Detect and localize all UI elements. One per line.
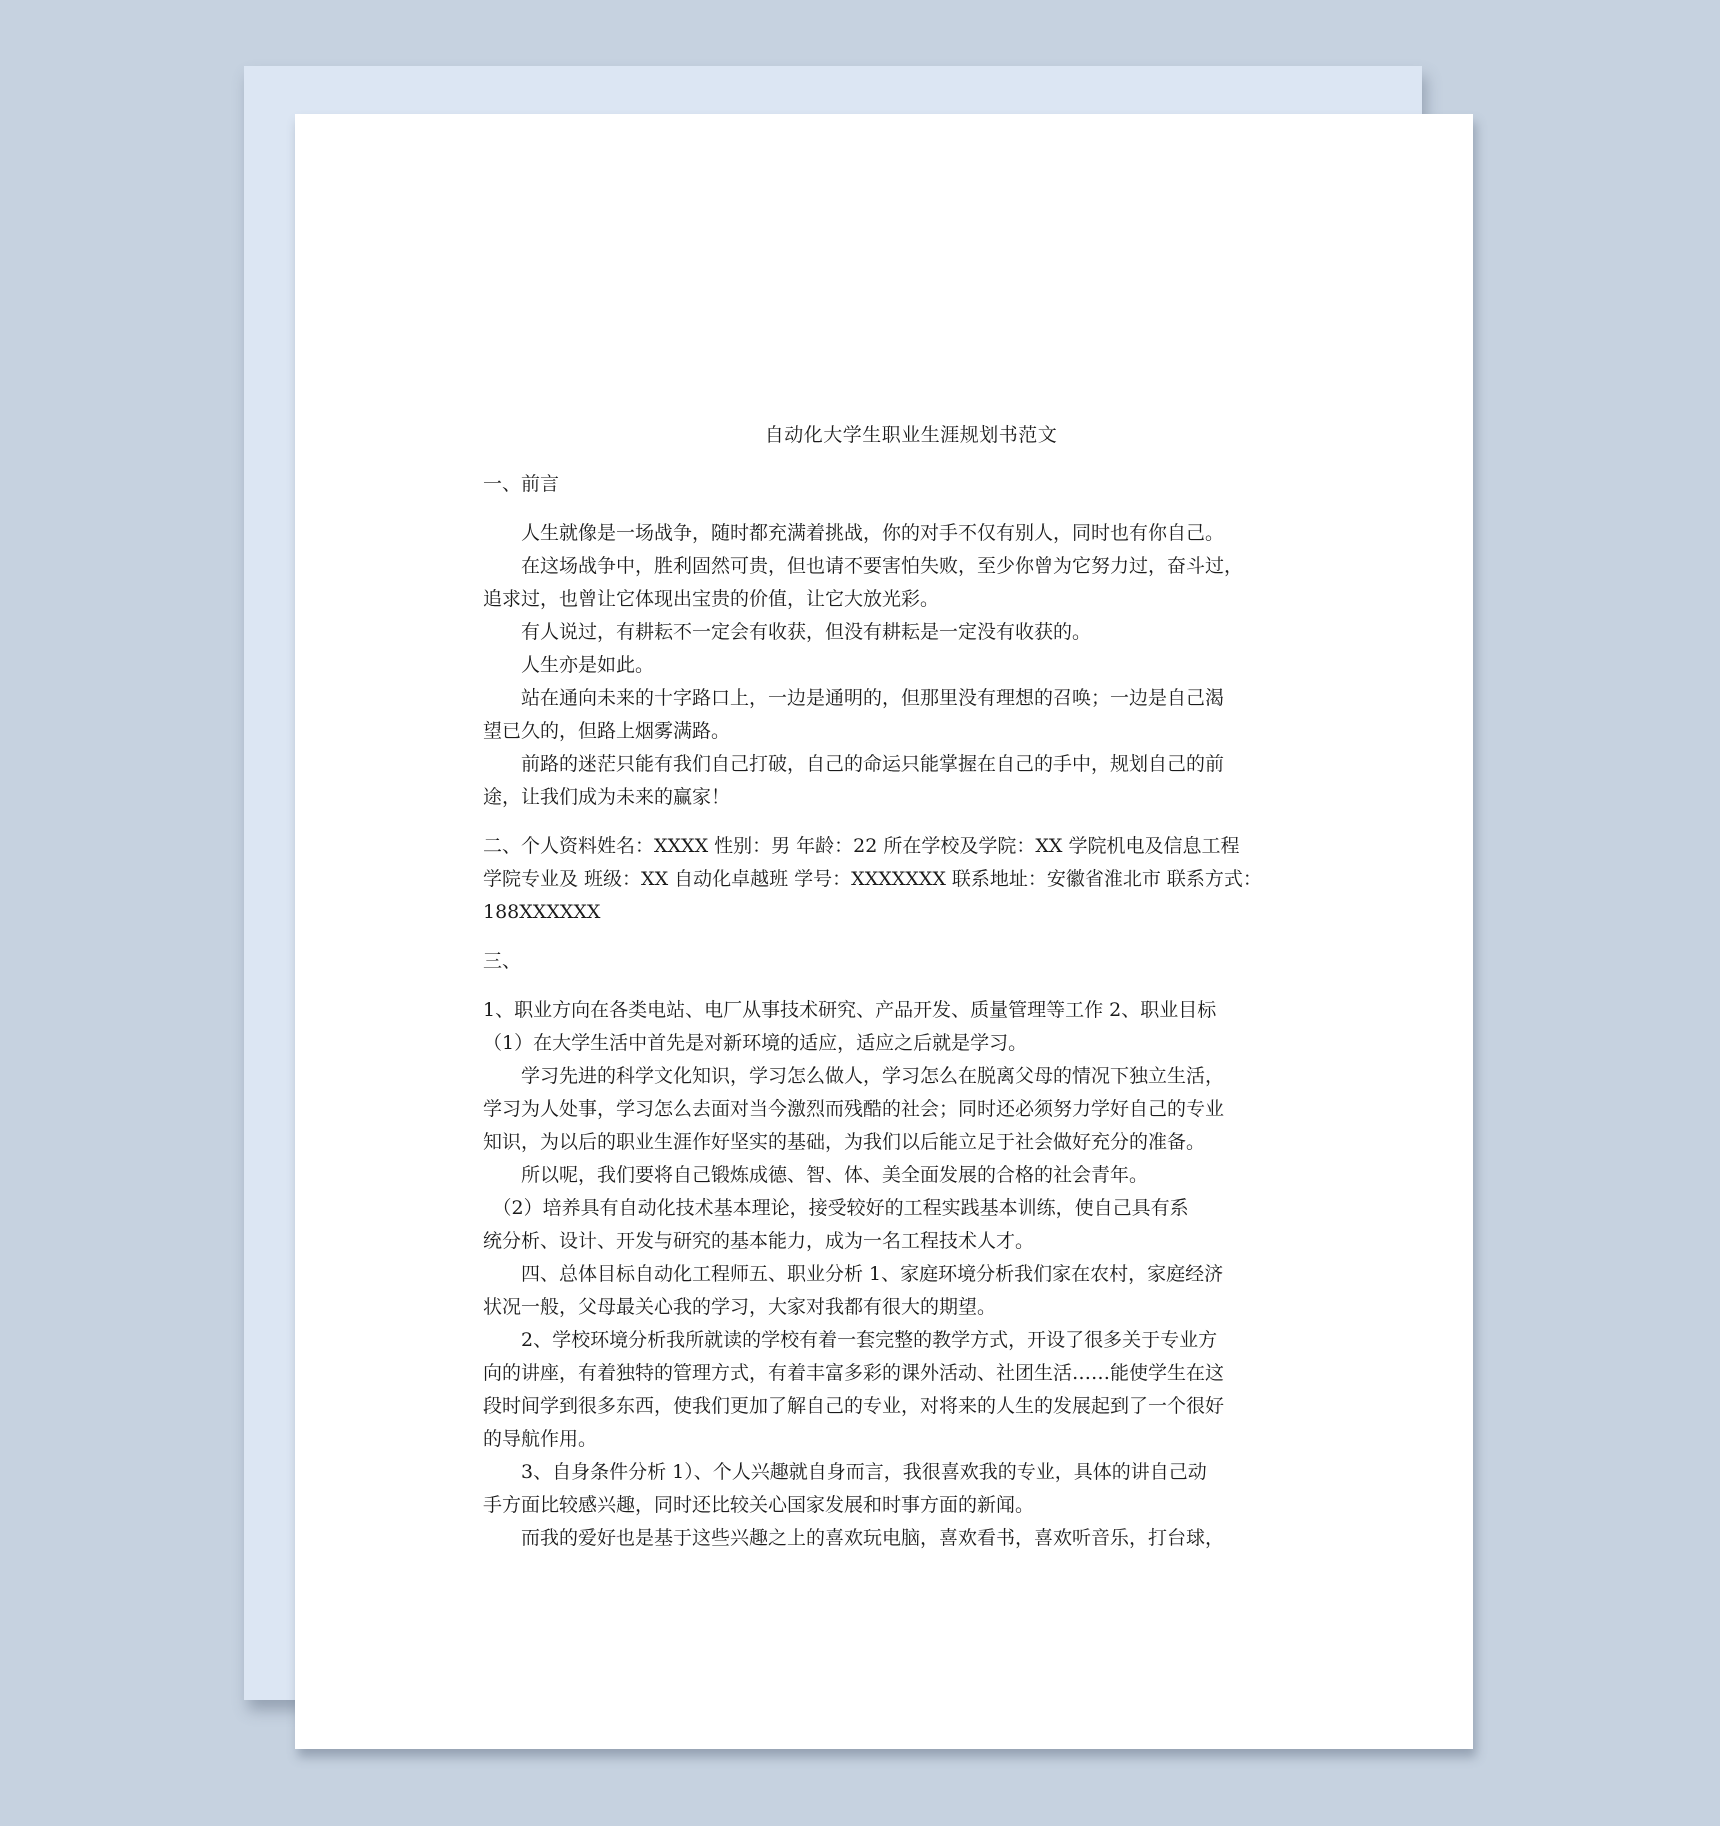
paragraph-line: （2）培养具有自动化技术基本理论，接受较好的工程实践基本训练，使自己具有系 (483, 1197, 1189, 1219)
paragraph-line: 的导航作用。 (483, 1428, 598, 1450)
paragraph-line: 所以呢，我们要将自己锻炼成德、智、体、美全面发展的合格的社会青年。 (483, 1164, 1149, 1186)
paragraph-line: 人生亦是如此。 (483, 654, 655, 676)
paragraph-line: 二、个人资料姓名：XXXX 性别：男 年龄：22 所在学校及学院：XX 学院机电及信息工程 (483, 835, 1240, 857)
paragraph-line: 而我的爱好也是基于这些兴趣之上的喜欢玩电脑，喜欢看书，喜欢听音乐，打台球， (483, 1527, 1225, 1549)
document-content (483, 420, 1339, 1555)
paragraph-line: 追求过，也曾让它体现出宝贵的价值，让它大放光彩。 (483, 588, 940, 610)
paragraph-line: 段时间学到很多东西，使我们更加了解自己的专业，对将来的人生的发展起到了一个很好 (483, 1395, 1225, 1417)
paragraph-line: 知识，为以后的职业生涯作好坚实的基础，为我们以后能立足于社会做好充分的准备。 (483, 1131, 1206, 1153)
paragraph-line: 统分析、设计、开发与研究的基本能力，成为一名工程技术人才。 (483, 1230, 1035, 1252)
section-personal-info (483, 830, 1339, 929)
paragraph-line: 向的讲座，有着独特的管理方式，有着丰富多彩的课外活动、社团生活……能使学生在这 (483, 1362, 1225, 1384)
paragraph-line: 前路的迷茫只能有我们自己打破，自己的命运只能掌握在自己的手中，规划自己的前 (483, 753, 1225, 775)
section-career-body (483, 994, 1339, 1555)
section-preface-body (483, 517, 1339, 814)
paragraph-line: 在这场战争中，胜利固然可贵，但也请不要害怕失败，至少你曾为它努力过，奋斗过， (483, 555, 1244, 577)
spacer (483, 929, 1339, 945)
paragraph-line: （1）在大学生活中首先是对新环境的适应，适应之后就是学习。 (483, 1032, 1028, 1054)
paragraph-line: 有人说过，有耕耘不一定会有收获，但没有耕耘是一定没有收获的。 (483, 621, 1092, 643)
paragraph-line: 188XXXXXX (483, 901, 601, 923)
document-title: 自动化大学生职业生涯规划书范文 (764, 424, 1058, 446)
section-heading-preface: 一、前言 (483, 473, 560, 495)
paragraph-line: 学院专业及 班级：XX 自动化卓越班 学号：XXXXXXX 联系地址：安徽省淮北市 联系方式： (483, 868, 1262, 890)
paragraph-line: 1、职业方向在各类电站、电厂从事技术研究、产品开发、质量管理等工作 2、职业目标 (483, 999, 1217, 1021)
paragraph-line: 3、自身条件分析 1）、个人兴趣就自身而言，我很喜欢我的专业，具体的讲自己动 (483, 1461, 1207, 1483)
section-heading-three: 三、 (483, 950, 522, 972)
document-page (295, 114, 1473, 1749)
paragraph-line: 手方面比较感兴趣，同时还比较关心国家发展和时事方面的新闻。 (483, 1494, 1035, 1516)
paragraph-line: 四、总体目标自动化工程师五、职业分析 1、家庭环境分析我们家在农村，家庭经济 (483, 1263, 1224, 1285)
paragraph-line: 学习先进的科学文化知识，学习怎么做人，学习怎么在脱离父母的情况下独立生活， (483, 1065, 1225, 1087)
paragraph-line: 人生就像是一场战争，随时都充满着挑战，你的对手不仅有别人，同时也有你自己。 (483, 522, 1225, 544)
paragraph-line: 途，让我们成为未来的赢家！ (483, 786, 731, 808)
paragraph-line: 学习为人处事，学习怎么去面对当今激烈而残酷的社会；同时还必须努力学好自己的专业 (483, 1098, 1225, 1120)
paragraph-line: 2、学校环境分析我所就读的学校有着一套完整的教学方式，开设了很多关于专业方 (483, 1329, 1218, 1351)
paragraph-line: 站在通向未来的十字路口上，一边是通明的，但那里没有理想的召唤；一边是自己渴 (483, 687, 1225, 709)
paragraph-line: 望已久的，但路上烟雾满路。 (483, 720, 731, 742)
paragraph-line: 状况一般，父母最关心我的学习，大家对我都有很大的期望。 (483, 1296, 997, 1318)
spacer (483, 814, 1339, 830)
